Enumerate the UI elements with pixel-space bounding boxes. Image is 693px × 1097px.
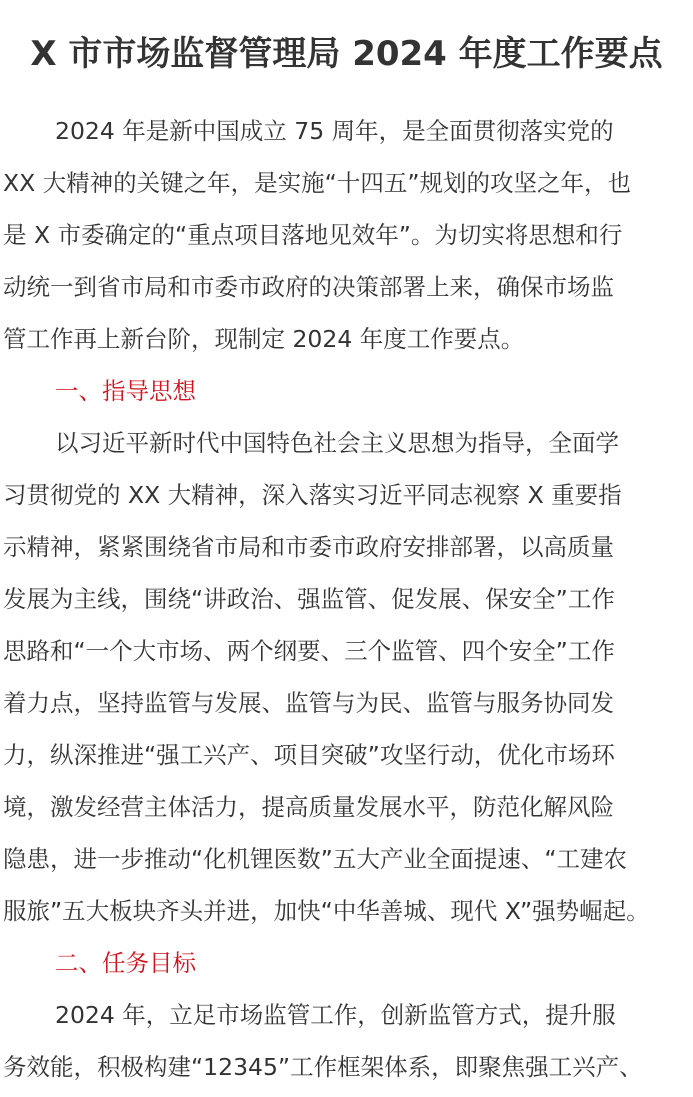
paragraph-line: 是 X 市委确定的“重点项目落地见效年”。为切实将思想和行 bbox=[3, 221, 623, 249]
paragraph-line: 以习近平新时代中国特色社会主义思想为指导，全面学 bbox=[55, 429, 619, 457]
document-title: X 市市场监督管理局 2024 年度工作要点 bbox=[30, 34, 663, 74]
paragraph-line: 管工作再上新台阶，现制定 2024 年度工作要点。 bbox=[3, 325, 525, 353]
paragraph-line: 力，纵深推进“强工兴产、项目突破”攻坚行动，优化市场环 bbox=[3, 741, 615, 769]
paragraph-line: 境，激发经营主体活力，提高质量发展水平，防范化解风险 bbox=[3, 793, 614, 821]
paragraph-line: 思路和“一个大市场、两个纲要、三个监管、四个安全”工作 bbox=[3, 637, 615, 665]
paragraph-line: XX 大精神的关键之年，是实施“十四五”规划的攻坚之年，也 bbox=[3, 169, 632, 197]
paragraph-line: 示精神，紧紧围绕省市局和市委市政府安排部署，以高质量 bbox=[3, 533, 614, 561]
paragraph-line: 务效能，积极构建“12345”工作框架体系，即聚焦强工兴产、 bbox=[3, 1053, 643, 1081]
paragraph-line: 发展为主线，围绕“讲政治、强监管、促发展、保安全”工作 bbox=[3, 585, 615, 613]
paragraph-line: 着力点，坚持监管与发展、监管与为民、监管与服务协同发 bbox=[3, 689, 614, 717]
paragraph-line: 动统一到省市局和市委市政府的决策部署上来，确保市场监 bbox=[3, 273, 614, 301]
paragraph-line: 服旅”五大板块齐头并进，加快“中华善城、现代 X”强势崛起。 bbox=[3, 897, 650, 925]
section-heading-guiding-ideology: 一、指导思想 bbox=[55, 377, 196, 405]
section-heading-task-goals: 二、任务目标 bbox=[55, 949, 196, 977]
paragraph-line: 习贯彻党的 XX 大精神，深入落实习近平同志视察 X 重要指 bbox=[3, 481, 622, 509]
paragraph-line: 2024 年是新中国成立 75 周年，是全面贯彻落实党的 bbox=[55, 117, 614, 145]
paragraph-line: 2024 年，立足市场监管工作，创新监管方式，提升服 bbox=[55, 1001, 616, 1029]
paragraph-line: 隐患，进一步推动“化机锂医数”五大产业全面提速、“工建农 bbox=[3, 845, 628, 873]
